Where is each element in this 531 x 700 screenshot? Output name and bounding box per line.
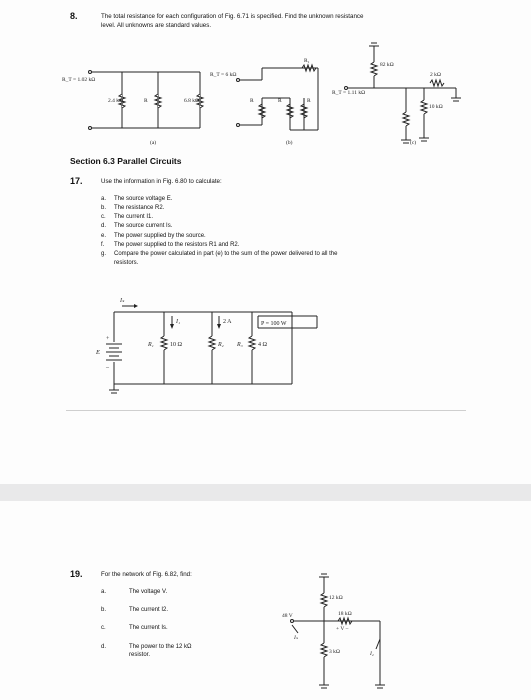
list-item-letter: d.: [101, 223, 107, 229]
list-item: The current Is.: [129, 625, 168, 631]
svg-text:2 kΩ: 2 kΩ: [430, 72, 441, 78]
list-item-letter: c.: [101, 625, 106, 631]
svg-text:6.8 kΩ: 6.8 kΩ: [184, 98, 200, 104]
svg-text:2.4 kΩ: 2.4 kΩ: [108, 98, 124, 104]
list-item-letter: b.: [101, 607, 107, 613]
svg-text:R_T = 1.11 kΩ: R_T = 1.11 kΩ: [332, 90, 366, 96]
list-item: The power to the 12 kΩ: [129, 644, 192, 650]
list-item-letter: c.: [101, 214, 106, 220]
list-item-continued: resistors.: [114, 260, 139, 266]
problem-8-number: 8.: [70, 11, 78, 21]
svg-text:(b): (b): [286, 140, 293, 146]
problem-8-text: The total resistance for each configuration of Fig. 6.71 is specified. Find the unknown resistance: [101, 13, 364, 20]
svg-text:12 kΩ: 12 kΩ: [329, 595, 343, 601]
list-item: The current I1.: [114, 214, 154, 220]
svg-text:82 kΩ: 82 kΩ: [380, 62, 394, 68]
problem-8-text-continued: level. All unknowns are standard values.: [101, 22, 212, 29]
list-item: The power supplied to the resistors R1 and R2.: [114, 242, 240, 248]
list-item: The resistance R2.: [114, 205, 165, 211]
list-item: The current I2.: [129, 607, 169, 613]
svg-text:10 Ω: 10 Ω: [170, 342, 182, 348]
list-item-continued: resistor.: [129, 652, 151, 658]
svg-text:R: R: [278, 98, 282, 104]
list-item-letter: d.: [101, 644, 107, 650]
svg-text:R: R: [144, 98, 148, 104]
svg-text:3 kΩ: 3 kΩ: [329, 649, 340, 655]
svg-text:(c): (c): [410, 140, 417, 146]
list-item-letter: f.: [101, 242, 105, 248]
svg-text:+: +: [106, 336, 110, 342]
svg-text:R₁: R₁: [304, 58, 310, 64]
svg-text:I₂: I₂: [370, 651, 374, 657]
svg-text:Iₛ: Iₛ: [120, 298, 125, 304]
list-item: The power supplied by the source.: [114, 233, 206, 239]
problem-19-number: 19.: [70, 569, 83, 579]
problem-17-number: 17.: [70, 176, 83, 186]
list-item-letter: a.: [101, 589, 107, 595]
figure-6-80: [92, 292, 332, 402]
list-item-letter: a.: [101, 196, 107, 202]
list-item-letter: e.: [101, 233, 107, 239]
problem-19-intro: For the network of Fig. 6.82, find:: [101, 571, 192, 578]
list-item: The voltage V.: [129, 589, 168, 595]
svg-text:R: R: [250, 98, 254, 104]
svg-text:+ V –: + V –: [336, 626, 349, 632]
figure-6-82: [280, 573, 390, 700]
svg-text:R₁: R₁: [148, 342, 154, 348]
list-item: Compare the power calculated in part (e) to the sum of the power delivered to all the: [114, 251, 338, 257]
problem-17-intro: Use the information in Fig. 6.80 to calculate:: [101, 178, 222, 185]
svg-text:E: E: [96, 349, 100, 356]
figure-6-71: [60, 40, 470, 152]
svg-text:Iₛ: Iₛ: [294, 635, 298, 641]
svg-text:4 Ω: 4 Ω: [258, 342, 267, 348]
svg-text:10 kΩ: 10 kΩ: [429, 104, 443, 110]
list-item: The source current Is.: [114, 223, 173, 229]
list-item-letter: g.: [101, 251, 107, 257]
document-page-2: [0, 501, 531, 700]
svg-text:18 kΩ: 18 kΩ: [338, 611, 352, 617]
svg-text:(a): (a): [150, 140, 157, 146]
svg-text:R: R: [307, 98, 311, 104]
divider: [66, 410, 466, 411]
svg-text:48 V: 48 V: [282, 613, 293, 619]
list-item-letter: b.: [101, 205, 107, 211]
svg-text:P = 100 W: P = 100 W: [261, 321, 287, 327]
svg-text:R_T = 6 kΩ: R_T = 6 kΩ: [210, 72, 237, 78]
svg-text:–: –: [106, 365, 109, 371]
svg-text:R₃: R₃: [237, 342, 243, 348]
svg-text:R₂: R₂: [218, 342, 224, 348]
svg-text:R_T = 1.02 kΩ: R_T = 1.02 kΩ: [62, 77, 96, 83]
section-title: Section 6.3 Parallel Circuits: [70, 156, 182, 166]
list-item: The source voltage E.: [114, 196, 173, 202]
svg-text:2 A: 2 A: [223, 319, 232, 325]
svg-text:I₁: I₁: [176, 319, 181, 325]
